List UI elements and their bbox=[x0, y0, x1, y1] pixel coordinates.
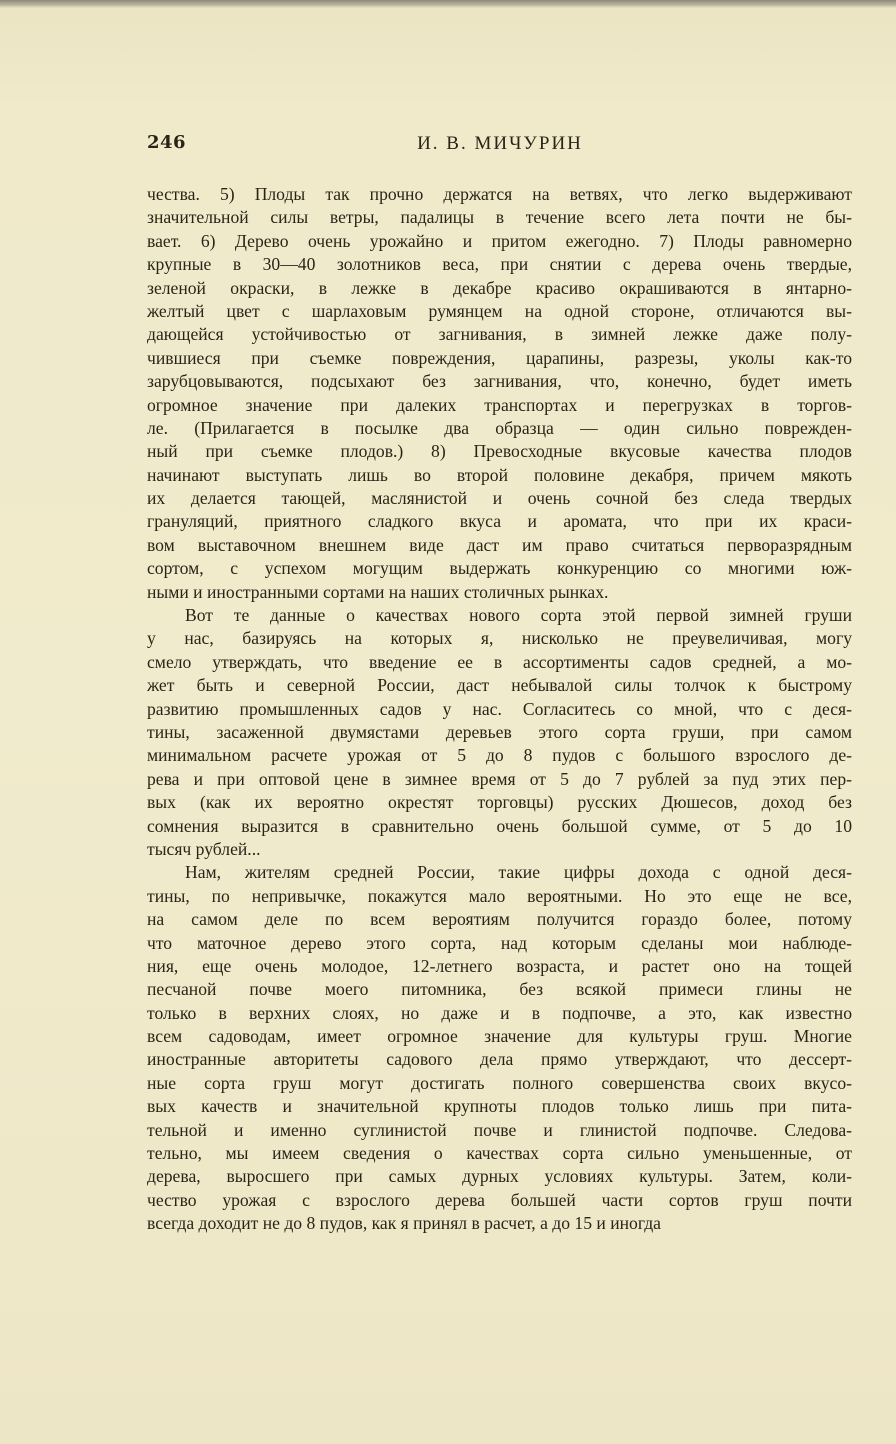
text-line: жет быть и северной России, даст небывалой силы толчок к быстрому bbox=[147, 675, 852, 696]
paragraph bbox=[147, 604, 852, 861]
text-line: ный при съемке плодов.) 8) Превосходные вкусовые качества плодов bbox=[147, 441, 852, 462]
text-line: рева и при оптовой цене в зимнее время от 5 до 7 рублей за пуд этих пер- bbox=[147, 768, 852, 789]
text-line: ле. (Прилагается в посылке два образца — один сильно поврежден- bbox=[147, 417, 852, 438]
text-line: крупные в 30—40 золотников веса, при снятии с дерева очень твердые, bbox=[147, 254, 852, 275]
text-line: желтый цвет с шарлаховым румянцем на одной стороне, отличаются вы- bbox=[147, 300, 852, 321]
text-line: значительной силы ветры, падалицы в течение всего лета почти не бы- bbox=[147, 207, 852, 228]
paragraph bbox=[147, 861, 852, 1235]
text-line: вает. 6) Дерево очень урожайно и притом ежегодно. 7) Плоды равномерно bbox=[147, 230, 852, 251]
body-text bbox=[147, 183, 852, 1236]
text-line: дающейся устойчивостью от загнивания, в зимней лежке даже полу- bbox=[147, 324, 852, 345]
page-number: 246 bbox=[147, 132, 187, 153]
text-line: иностранные авторитеты садового дела прямо утверждают, что дессерт- bbox=[147, 1049, 852, 1070]
text-line: песчаной почве моего питомника, без всякой примеси глины не bbox=[147, 979, 852, 1000]
text-line: тельной и именно суглинистой почве и глинистой подпочве. Следова- bbox=[147, 1119, 852, 1140]
text-line: ными и иностранными сортами на наших столичных рынках. bbox=[147, 581, 609, 602]
text-line: минимальном расчете урожая от 5 до 8 пудов с большого взрослого де- bbox=[147, 745, 852, 766]
text-line: Нам, жителям средней России, такие цифры дохода с одной деся- bbox=[185, 862, 852, 883]
text-line: чество урожая с взрослого дерева большей части сортов груш почти bbox=[147, 1189, 852, 1210]
text-line: дерева, выросшего при самых дурных условиях культуры. Затем, коли- bbox=[147, 1166, 852, 1187]
text-line: ния, еще очень молодое, 12-летнего возраста, и растет оно на тощей bbox=[147, 955, 852, 976]
text-line: зарубцовываются, подсыхают без загнивания, что, конечно, будет иметь bbox=[147, 371, 852, 392]
text-line: Вот те данные о качествах нового сорта этой первой зимней груши bbox=[185, 605, 852, 626]
text-line: смело утверждать, что введение ее в ассортименты садов средней, а мо- bbox=[147, 651, 852, 672]
text-line: начинают выступать лишь во второй половине декабря, причем мякоть bbox=[147, 464, 852, 485]
text-line: чившиеся при съемке повреждения, царапины, разрезы, уколы как-то bbox=[147, 347, 852, 368]
text-line: вых (как их вероятно окрестят торговцы) русских Дюшесов, доход без bbox=[147, 792, 852, 813]
page-header bbox=[147, 132, 853, 158]
text-line: грануляций, приятного сладкого вкуса и аромата, что при их краси- bbox=[147, 511, 852, 532]
text-line: сортом, с успехом могущим выдержать конкуренцию со многими юж- bbox=[147, 558, 852, 579]
page-top-edge bbox=[0, 0, 896, 8]
text-line: тельно, мы имеем сведения о качествах сорта сильно уменьшенные, от bbox=[147, 1143, 852, 1164]
text-line: огромное значение при далеких транспортах и перегрузках в торгов- bbox=[147, 394, 852, 415]
text-line: только в верхних слоях, но даже и в подпочве, а это, как известно bbox=[147, 1002, 852, 1023]
text-line: тины, по непривычке, покажутся мало вероятными. Но это еще не все, bbox=[147, 885, 852, 906]
text-line: вых качеств и значительной крупноты плодов только лишь при пита- bbox=[147, 1096, 852, 1117]
text-line: всегда доходит не до 8 пудов, как я принял в расчет, а до 15 и иногда bbox=[147, 1213, 661, 1234]
text-line: зеленой окраски, в лежке в декабре красиво окрашиваются в янтарно- bbox=[147, 277, 852, 298]
text-line: ные сорта груш могут достигать полного совершенства своих вкусо- bbox=[147, 1072, 852, 1093]
text-line: их делается тающей, маслянистой и очень сочной без следа твердых bbox=[147, 488, 852, 509]
running-head: И. В. МИЧУРИН bbox=[417, 133, 583, 154]
text-line: на самом деле по всем вероятиям получится гораздо более, потому bbox=[147, 909, 852, 930]
text-line: вом выставочном внешнем виде даст им право считаться перворазрядным bbox=[147, 534, 852, 555]
text-line: всем садоводам, имеет огромное значение для культуры груш. Многие bbox=[147, 1026, 852, 1047]
text-line: развитию промышленных садов у нас. Согласитесь со мной, что с деся- bbox=[147, 698, 852, 719]
text-line: тины, засаженной двумястами деревьев этого сорта груши, при самом bbox=[147, 721, 852, 742]
text-line: тысяч рублей... bbox=[147, 838, 261, 859]
paragraph bbox=[147, 183, 852, 604]
text-line: сомнения выразится в сравнительно очень большой сумме, от 5 до 10 bbox=[147, 815, 852, 836]
text-line: у нас, базируясь на которых я, нисколько не преувеличивая, могу bbox=[147, 628, 852, 649]
text-line: что маточное дерево этого сорта, над которым сделаны мои наблюде- bbox=[147, 932, 852, 953]
text-line: чества. 5) Плоды так прочно держатся на ветвях, что легко выдерживают bbox=[147, 184, 852, 204]
